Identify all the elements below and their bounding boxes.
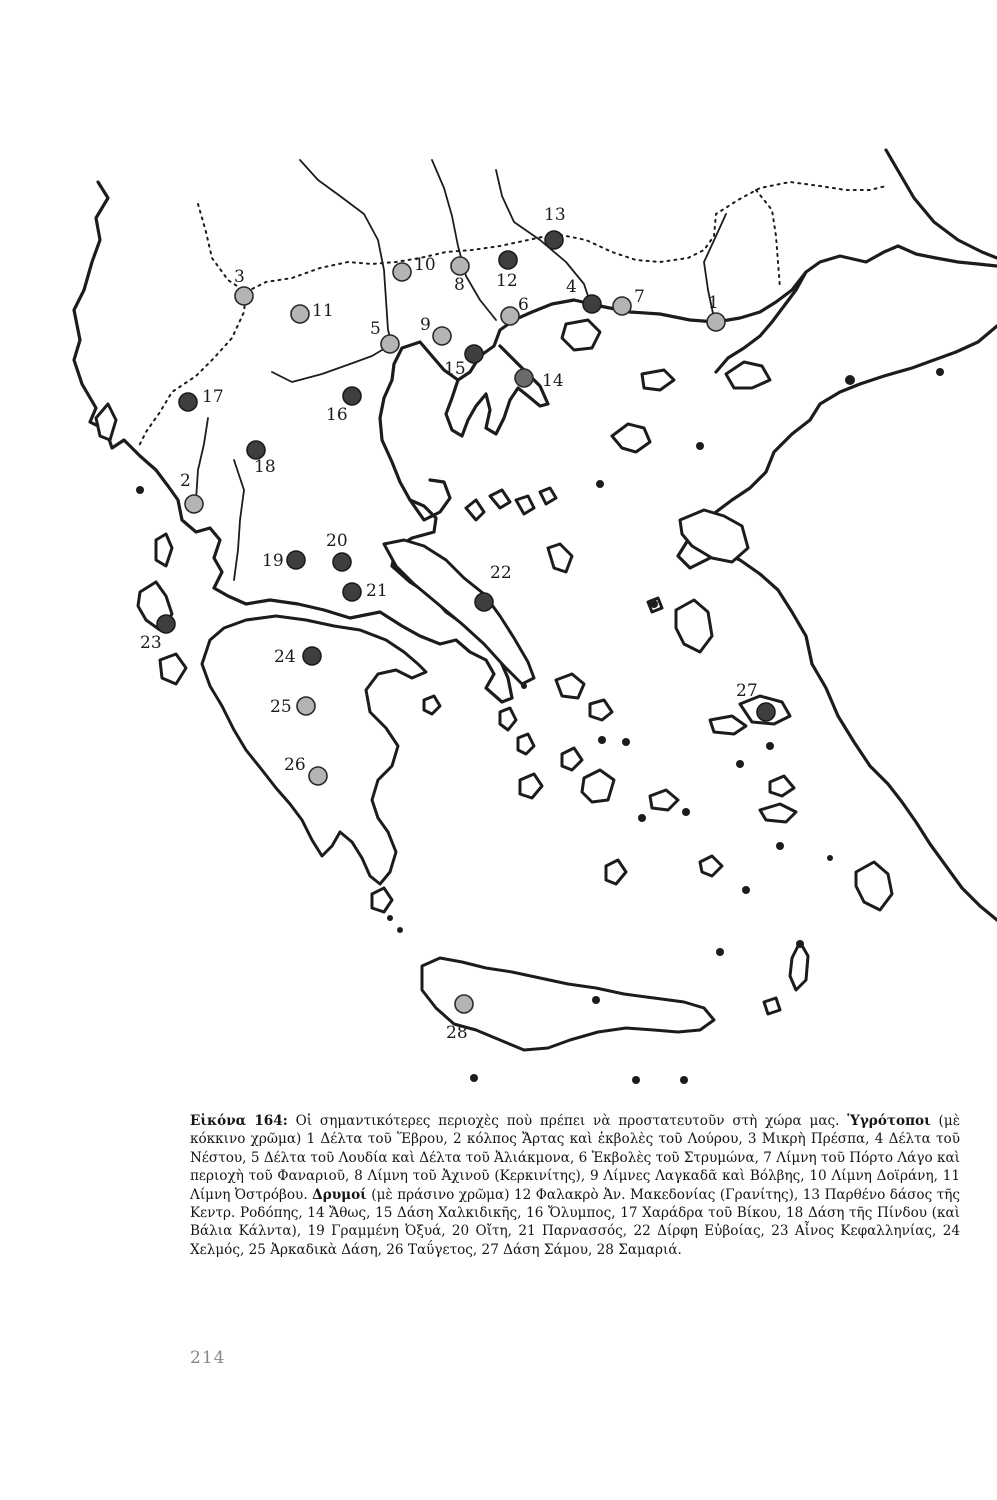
site-marker-15 <box>465 345 483 363</box>
islet-dot <box>796 940 804 948</box>
site-number-12: 12 <box>496 271 518 291</box>
figure-caption <box>190 1112 960 1259</box>
site-marker-1 <box>707 313 725 331</box>
national-border <box>756 190 780 288</box>
river <box>196 418 208 500</box>
site-marker-8 <box>451 257 469 275</box>
ikaria-island <box>710 716 746 734</box>
site-number-16: 16 <box>326 405 348 425</box>
islet-dot <box>136 486 144 494</box>
lefkada-island <box>156 534 172 566</box>
andros-island <box>556 674 584 698</box>
amorgos-island <box>650 790 678 810</box>
site-number-5: 5 <box>370 319 381 339</box>
site-marker-14 <box>515 369 533 387</box>
site-marker-16 <box>343 387 361 405</box>
river <box>272 344 392 382</box>
site-marker-10 <box>393 263 411 281</box>
river <box>432 160 496 320</box>
kos-island <box>760 804 796 822</box>
national-border <box>138 204 246 448</box>
site-number-21: 21 <box>366 581 388 601</box>
chios-island <box>676 600 712 652</box>
site-marker-6 <box>501 307 519 325</box>
site-number-14: 14 <box>542 371 564 391</box>
site-number-11: 11 <box>312 301 334 321</box>
zakynthos-island <box>160 654 186 684</box>
site-marker-5 <box>381 335 399 353</box>
islet-dot <box>598 736 606 744</box>
samothrace-island <box>642 370 674 390</box>
site-marker-25 <box>297 697 315 715</box>
site-number-22: 22 <box>490 563 512 583</box>
site-marker-4 <box>583 295 601 313</box>
islet-dot <box>827 855 833 861</box>
site-marker-17 <box>179 393 197 411</box>
site-marker-12 <box>499 251 517 269</box>
wetlands-list: (μὲ κόκκινο χρῶμα) 1 Δέλτα τοῦ Ἕβρου, 2 κόλπος Ἄρτας καὶ ἐκβολὲς τοῦ Λούρου, 3 Μικρὴ Πρέσπα, 4 Δέλτα τοῦ Νέστου, 5 Δέλτα τοῦ Λουδία καὶ Δέλτα τοῦ Ἀλιάκμονα, 6 Ἐκβολὲς τοῦ Στρυμώνα, 7 Λίμνη τοῦ Πόρτο Λάγο καὶ περιοχὴ τοῦ Φαναριοῦ, 8 Λίμνη τοῦ Ἀχινοῦ (Κερκινίτης), 9 Λίμνες Λαγκαδᾶ καὶ Βόλβης, 10 Λίμνη Δοϊράνη, 11 Λίμνη Ὀστρόβου. <box>190 1113 960 1203</box>
site-number-6: 6 <box>518 295 529 315</box>
limnos-island <box>612 424 650 452</box>
islet-dot <box>632 1076 640 1084</box>
asia-minor-coastline <box>678 326 997 920</box>
islet-dot <box>736 760 744 768</box>
site-number-18: 18 <box>254 457 276 477</box>
site-marker-11 <box>291 305 309 323</box>
site-marker-9 <box>433 327 451 345</box>
wetlands-label: Ὑγρότοποι <box>847 1113 931 1129</box>
site-marker-26 <box>309 767 327 785</box>
site-number-23: 23 <box>140 633 162 653</box>
site-marker-23 <box>157 615 175 633</box>
page-number: 214 <box>190 1348 226 1368</box>
islet-dot <box>638 814 646 822</box>
kasos-island <box>764 998 780 1014</box>
forests-list: (μὲ πράσινο χρῶμα) 12 Φαλακρὸ Ἀν. Μακεδονίας (Γρανίτης), 13 Παρθένο δάσος τῆς Κεντρ. Ροδόπης, 14 Ἄθως, 15 Δάση Χαλκιδικῆς, 16 Ὄλυμπος, 17 Χαράδρα τοῦ Βίκου, 18 Δάση τῆς Πίνδου (καὶ Βάλια Κάλντα), 19 Γραμμένη Ὀξυά, 20 Οἴτη, 21 Παρνασσός, 22 Δίρφη Εὐβοίας, 23 Αἶνος Κεφαλληνίας, 24 Χελμός, 25 Ἀρκαδικὰ Δάση, 26 Ταΰγετος, 27 Δάση Σάμου, 28 Σαμαριά. <box>190 1186 960 1258</box>
islet-dot <box>397 927 403 933</box>
site-marker-7 <box>613 297 631 315</box>
lesbos-island <box>680 510 748 562</box>
naxos-island <box>582 770 614 802</box>
islet-dot <box>936 368 944 376</box>
islet-dot <box>622 738 630 746</box>
site-marker-28 <box>455 995 473 1013</box>
forests-label: Δρυμοί <box>312 1186 367 1203</box>
site-number-17: 17 <box>202 387 224 407</box>
islet-dot <box>766 742 774 750</box>
rhodes-island <box>856 862 892 910</box>
islet-dot <box>387 915 393 921</box>
astypalaia-island <box>700 856 722 876</box>
river <box>234 460 244 580</box>
thasos-island <box>562 320 600 350</box>
islet-dot <box>742 886 750 894</box>
site-marker-13 <box>545 231 563 249</box>
santorini-island <box>606 860 626 884</box>
thasos-west-islet <box>466 500 484 520</box>
site-number-3: 3 <box>234 267 245 287</box>
site-number-2: 2 <box>180 471 191 491</box>
milos-island <box>520 774 542 798</box>
site-number-28: 28 <box>446 1023 468 1043</box>
islet-dot <box>776 842 784 850</box>
site-number-8: 8 <box>454 275 465 295</box>
sea-of-marmara-coast <box>886 150 997 258</box>
site-number-15: 15 <box>444 359 466 379</box>
site-number-24: 24 <box>274 647 296 667</box>
islet-dot <box>696 442 704 450</box>
site-number-10: 10 <box>414 255 436 275</box>
site-number-26: 26 <box>284 755 306 775</box>
skopelos-island <box>516 496 534 514</box>
site-number-9: 9 <box>420 315 431 335</box>
site-number-1: 1 <box>708 293 719 313</box>
kea-island <box>500 708 516 730</box>
site-marker-27 <box>757 703 775 721</box>
site-number-19: 19 <box>262 551 284 571</box>
site-number-13: 13 <box>544 205 566 225</box>
kythira-island <box>372 888 392 912</box>
site-marker-2 <box>185 495 203 513</box>
islet-dot <box>521 683 527 689</box>
islet-dot <box>845 375 855 385</box>
site-marker-20 <box>333 553 351 571</box>
site-number-4: 4 <box>566 277 577 297</box>
tinos-island <box>590 700 612 720</box>
karpathos-island <box>790 942 808 990</box>
skiathos-island <box>490 490 510 508</box>
site-marker-24 <box>303 647 321 665</box>
skyros-island <box>548 544 572 572</box>
site-number-7: 7 <box>634 287 645 307</box>
site-marker-19 <box>287 551 305 569</box>
islet-dot <box>680 1076 688 1084</box>
site-marker-21 <box>343 583 361 601</box>
serifos-island <box>518 734 534 754</box>
site-marker-22 <box>475 593 493 611</box>
islet-dot <box>682 808 690 816</box>
aegina-island <box>424 696 440 714</box>
caption-intro: Οἱ σημαντικότερες περιοχὲς ποὺ πρέπει νὰ προστατευτοῦν στὴ χώρα μας. <box>287 1113 848 1129</box>
site-marker-3 <box>235 287 253 305</box>
islet-dot <box>592 996 600 1004</box>
islet-dot <box>596 480 604 488</box>
corfu-island <box>96 404 116 440</box>
islet-dot <box>716 948 724 956</box>
site-number-20: 20 <box>326 531 348 551</box>
paros-island <box>562 748 582 770</box>
figure-label: Εἰκόνα 164: <box>190 1113 288 1129</box>
site-number-27: 27 <box>736 681 758 701</box>
site-number-25: 25 <box>270 697 292 717</box>
kalymnos-island <box>770 776 794 796</box>
alonissos-island <box>540 488 556 504</box>
islet-dot <box>470 1074 478 1082</box>
imbros-island <box>726 362 770 388</box>
islet-dot <box>650 600 658 608</box>
